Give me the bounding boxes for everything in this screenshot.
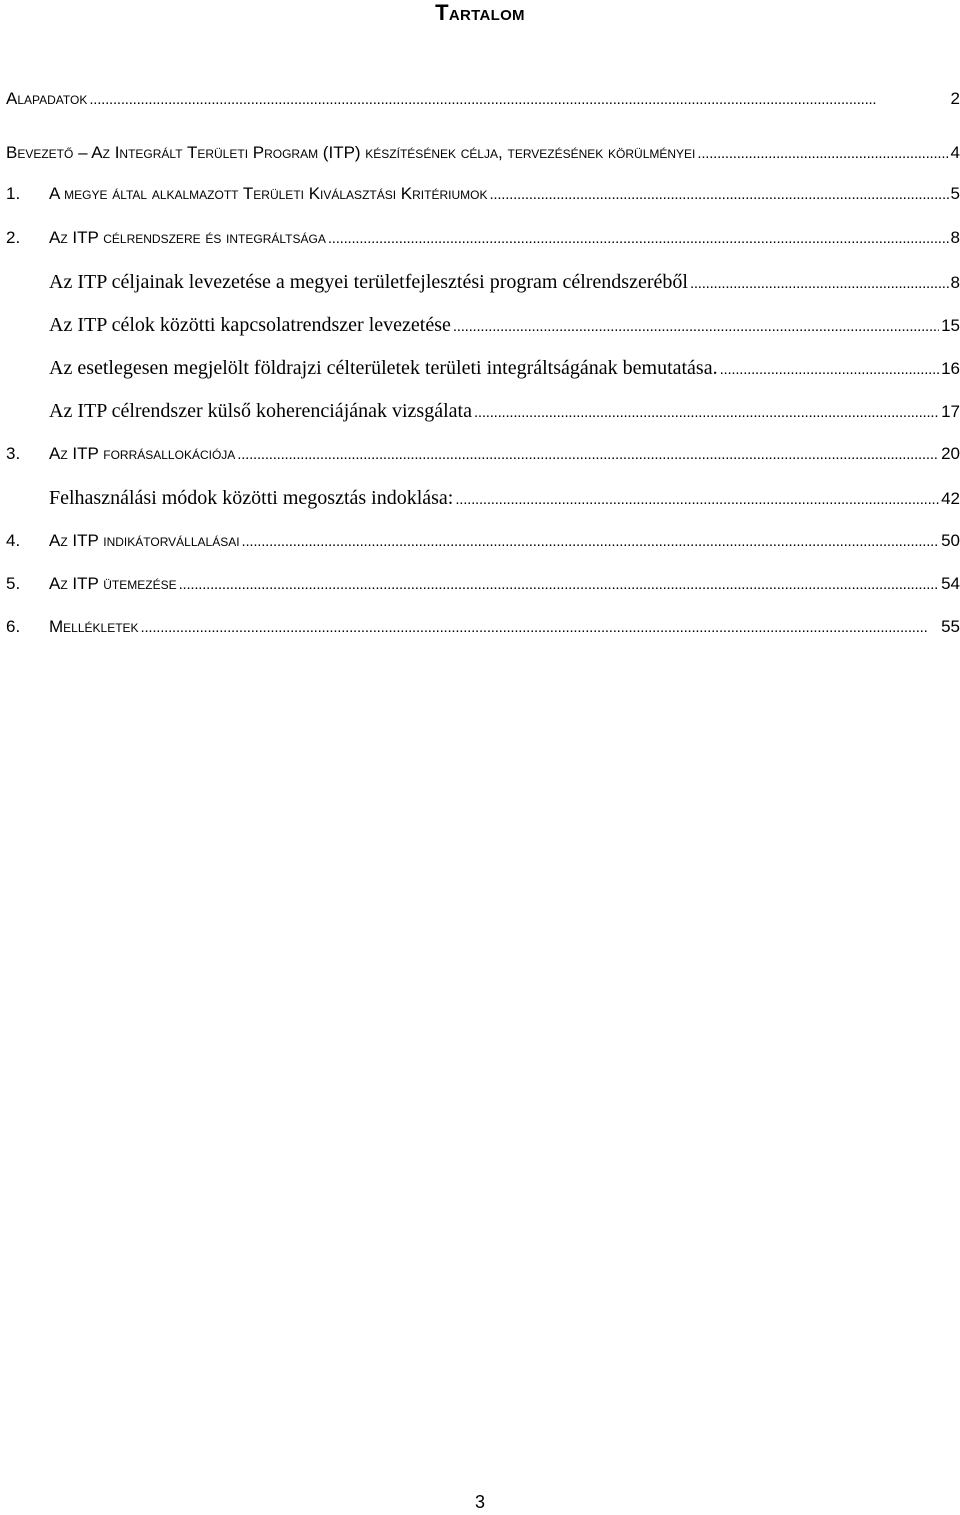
dot-leader (179, 574, 939, 594)
dot-leader (453, 314, 939, 337)
toc-entry-label: Bevezető – Az Integrált Területi Program (ITP) készítésének célja, tervezésének körülményei (6, 143, 696, 162)
toc-entry-number: 3. (6, 444, 21, 463)
dot-leader (474, 400, 939, 423)
toc-entry-label: Az ITP céljainak levezetése a megyei területfejlesztési program célrendszeréből (49, 271, 688, 293)
toc-entry-label: A megye által alkalmazott Területi Kiválasztási Kritériumok (49, 184, 488, 203)
toc-entry-page: 20 (941, 444, 960, 463)
toc-entry[interactable] (6, 487, 960, 517)
toc-entry-label: Az esetlegesen megjelölt földrajzi célterületek területi integráltságának bemutatása. (49, 357, 718, 379)
toc-entry[interactable] (6, 400, 960, 430)
toc-entry-page: 54 (941, 574, 960, 593)
toc-entry-page: 16 (941, 359, 960, 378)
toc-entry-page: 15 (941, 316, 960, 335)
dot-leader (328, 228, 949, 248)
toc-entry-page: 17 (941, 402, 960, 421)
toc-entry[interactable] (6, 271, 960, 301)
toc-entry-page: 4 (950, 143, 960, 162)
dot-leader (697, 143, 948, 163)
toc-entry-label: Az ITP célrendszer külső koherenciájának vizsgálata (49, 400, 472, 422)
toc-entry[interactable] (6, 574, 960, 604)
toc-entry-label: Az ITP célrendszere és integráltsága (49, 228, 326, 247)
toc-entry-page: 8 (950, 273, 960, 292)
toc-entry[interactable] (6, 314, 960, 344)
dot-leader (489, 184, 948, 204)
toc-entry[interactable] (6, 617, 960, 647)
toc-entry[interactable] (6, 228, 960, 258)
toc-entry-number: 6. (6, 617, 21, 636)
toc-entry[interactable] (6, 184, 960, 214)
toc-entry-page: 8 (950, 228, 960, 247)
page-title: Tartalom (435, 0, 525, 25)
dot-leader (720, 357, 939, 380)
toc-entry[interactable] (6, 531, 960, 561)
toc-entry-label: Az ITP célok közötti kapcsolatrendszer levezetése (49, 314, 451, 336)
dot-leader (242, 531, 940, 551)
dot-leader (237, 444, 939, 464)
dot-leader (690, 271, 949, 294)
toc-entry[interactable] (6, 143, 960, 173)
toc-entry-label: Az ITP forrásallokációja (49, 444, 236, 463)
toc-entry-label: Az ITP indikátorvállalásai (49, 531, 240, 550)
toc-entry-page: 55 (941, 617, 960, 636)
toc-entry-page: 5 (950, 184, 960, 203)
dot-leader (141, 617, 940, 637)
toc-entry-label: Mellékletek (49, 617, 139, 636)
toc-entry-label: Alapadatok (6, 89, 88, 108)
toc-entry-label: Az ITP ütemezése (49, 574, 177, 593)
toc-entry-page: 42 (941, 489, 960, 508)
toc-entry-number: 4. (6, 531, 21, 550)
toc-entry-number: 2. (6, 228, 21, 247)
toc-entry-label: Felhasználási módok közötti megosztás indoklása: (49, 487, 454, 509)
toc-entry-number: 1. (6, 184, 21, 203)
dot-leader (89, 89, 948, 109)
toc-entry[interactable] (6, 357, 960, 387)
dot-leader (455, 487, 939, 510)
toc-entry[interactable] (6, 444, 960, 474)
toc-entry-page: 2 (950, 89, 960, 108)
page-number: 3 (474, 1492, 485, 1512)
toc-entry-page: 50 (941, 531, 960, 550)
toc-entry-number: 5. (6, 574, 21, 593)
toc-entry[interactable] (6, 89, 960, 119)
